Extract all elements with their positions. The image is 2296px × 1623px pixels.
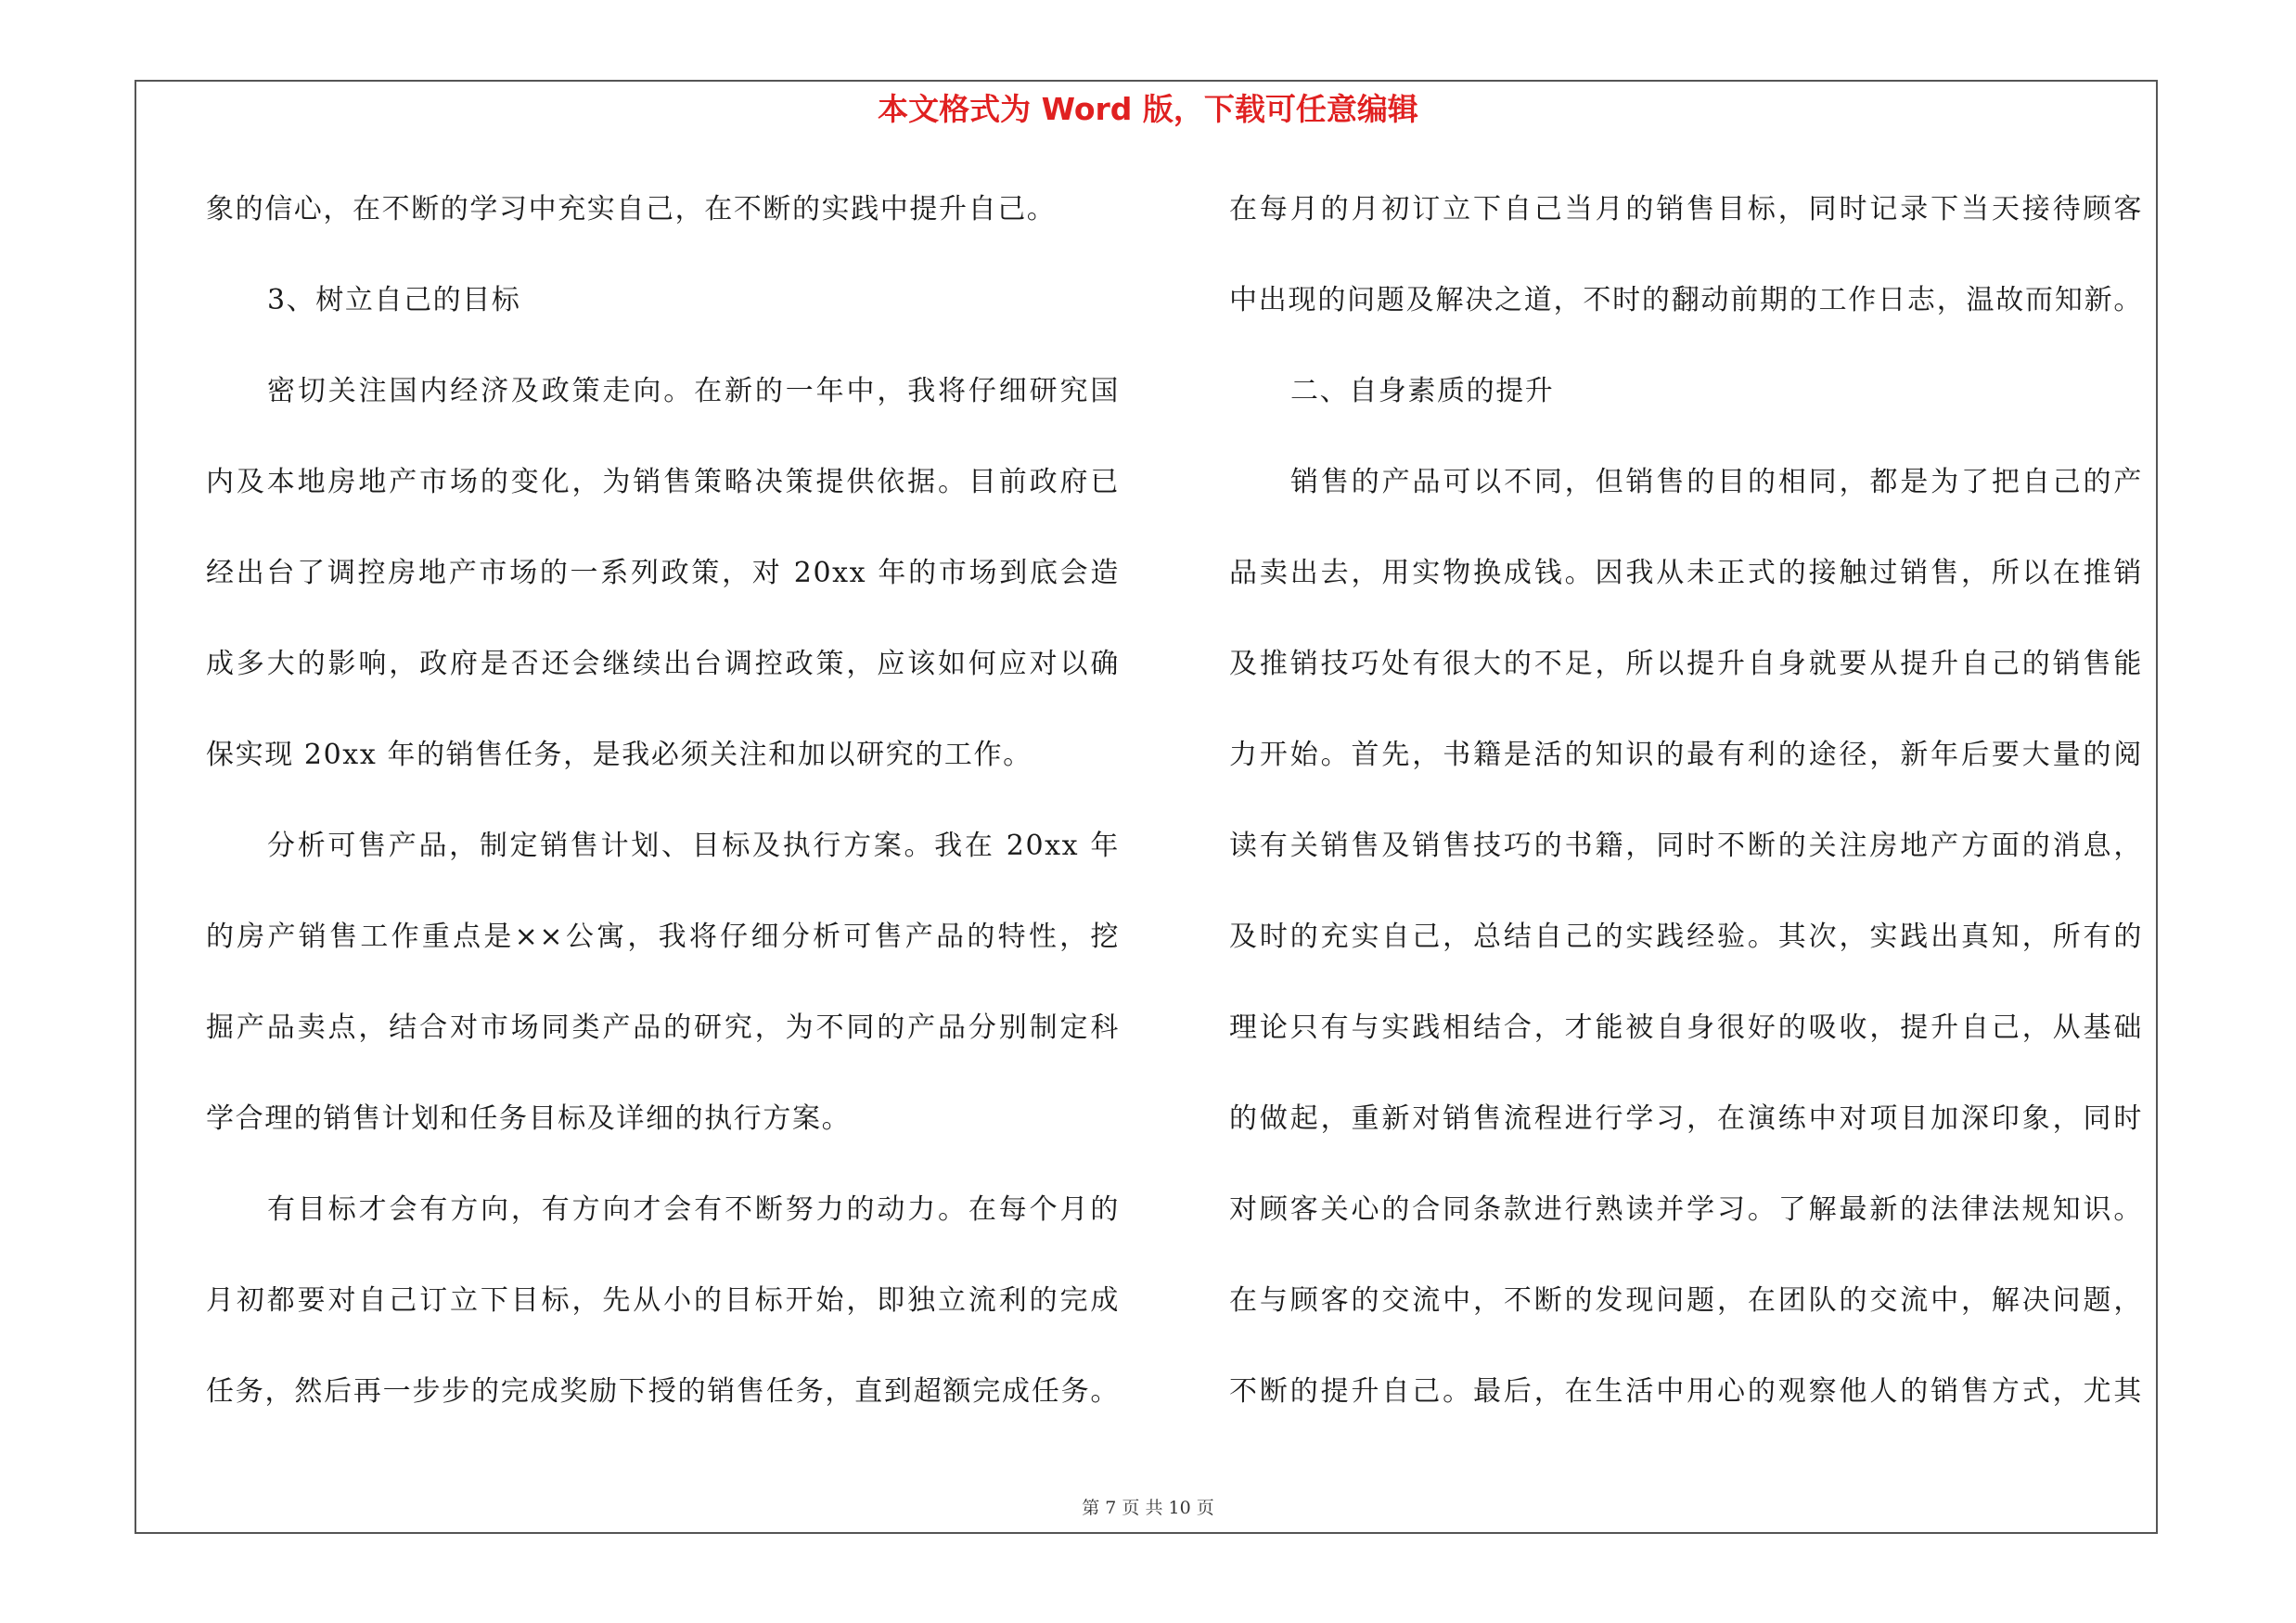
text-line: 保实现 20xx 年的销售任务，是我必须关注和加以研究的工作。 [206, 739, 1033, 771]
text-line: 及推销技巧处有很大的不足，所以提升自身就要从提升自己的销售能 [1229, 648, 2143, 680]
text-line: 品卖出去，用实物换成钱。因我从未正式的接触过销售，所以在推销 [1229, 557, 2143, 589]
text-line: 读有关销售及销售技巧的书籍，同时不断的关注房地产方面的消息， [1229, 830, 2143, 862]
text-line: 对顾客关心的合同条款进行熟读并学习。了解最新的法律法规知识。 [1229, 1193, 2143, 1226]
text-line: 任务，然后再一步步的完成奖励下授的销售任务，直到超额完成任务。 [206, 1375, 1120, 1408]
text-line: 在与顾客的交流中，不断的发现问题，在团队的交流中，解决问题， [1229, 1284, 2143, 1317]
text-line: 在每月的月初订立下自己当月的销售目标，同时记录下当天接待顾客 [1229, 193, 2143, 225]
text-line: 理论只有与实践相结合，才能被自身很好的吸收，提升自己，从基础 [1229, 1011, 2143, 1044]
text-line: 密切关注国内经济及政策走向。在新的一年中，我将仔细研究国 [267, 375, 1120, 407]
right-text-column [1229, 182, 2143, 1455]
text-line: 月初都要对自己订立下目标，先从小的目标开始，即独立流利的完成 [206, 1284, 1120, 1317]
text-line: 内及本地房地产市场的变化，为销售策略决策提供依据。目前政府已 [206, 466, 1120, 498]
text-line: 学合理的销售计划和任务目标及详细的执行方案。 [206, 1102, 852, 1135]
text-line: 分析可售产品，制定销售计划、目标及执行方案。我在 20xx 年 [267, 830, 1120, 862]
page-number: 第 7 页 共 10 页 [1082, 1498, 1214, 1518]
text-line: 销售的产品可以不同，但销售的目的相同，都是为了把自己的产 [1290, 466, 2143, 498]
section-heading: 二、自身素质的提升 [1290, 375, 1555, 407]
text-line: 象的信心，在不断的学习中充实自己，在不断的实践中提升自己。 [206, 193, 1057, 225]
text-line: 经出台了调控房地产市场的一系列政策，对 20xx 年的市场到底会造 [206, 557, 1120, 589]
text-line: 中出现的问题及解决之道，不时的翻动前期的工作日志，温故而知新。 [1229, 284, 2143, 316]
text-line: 的房产销售工作重点是××公寓，我将仔细分析可售产品的特性，挖 [206, 921, 1120, 953]
text-line: 掘产品卖点，结合对市场同类产品的研究，为不同的产品分别制定科 [206, 1011, 1120, 1044]
text-line: 成多大的影响，政府是否还会继续出台调控政策，应该如何应对以确 [206, 648, 1120, 680]
text-line: 不断的提升自己。最后，在生活中用心的观察他人的销售方式，尤其 [1229, 1375, 2143, 1408]
text-line: 的做起，重新对销售流程进行学习，在演练中对项目加深印象，同时 [1229, 1102, 2143, 1135]
text-line: 有目标才会有方向，有方向才会有不断努力的动力。在每个月的 [267, 1193, 1120, 1226]
left-text-column [206, 182, 1120, 1455]
section-heading: 3、树立自己的目标 [267, 284, 521, 316]
text-line: 力开始。首先，书籍是活的知识的最有利的途径，新年后要大量的阅 [1229, 739, 2143, 771]
text-line: 及时的充实自己，总结自己的实践经验。其次，实践出真知，所有的 [1229, 921, 2143, 953]
word-format-banner: 本文格式为 Word 版，下载可任意编辑 [878, 91, 1418, 127]
